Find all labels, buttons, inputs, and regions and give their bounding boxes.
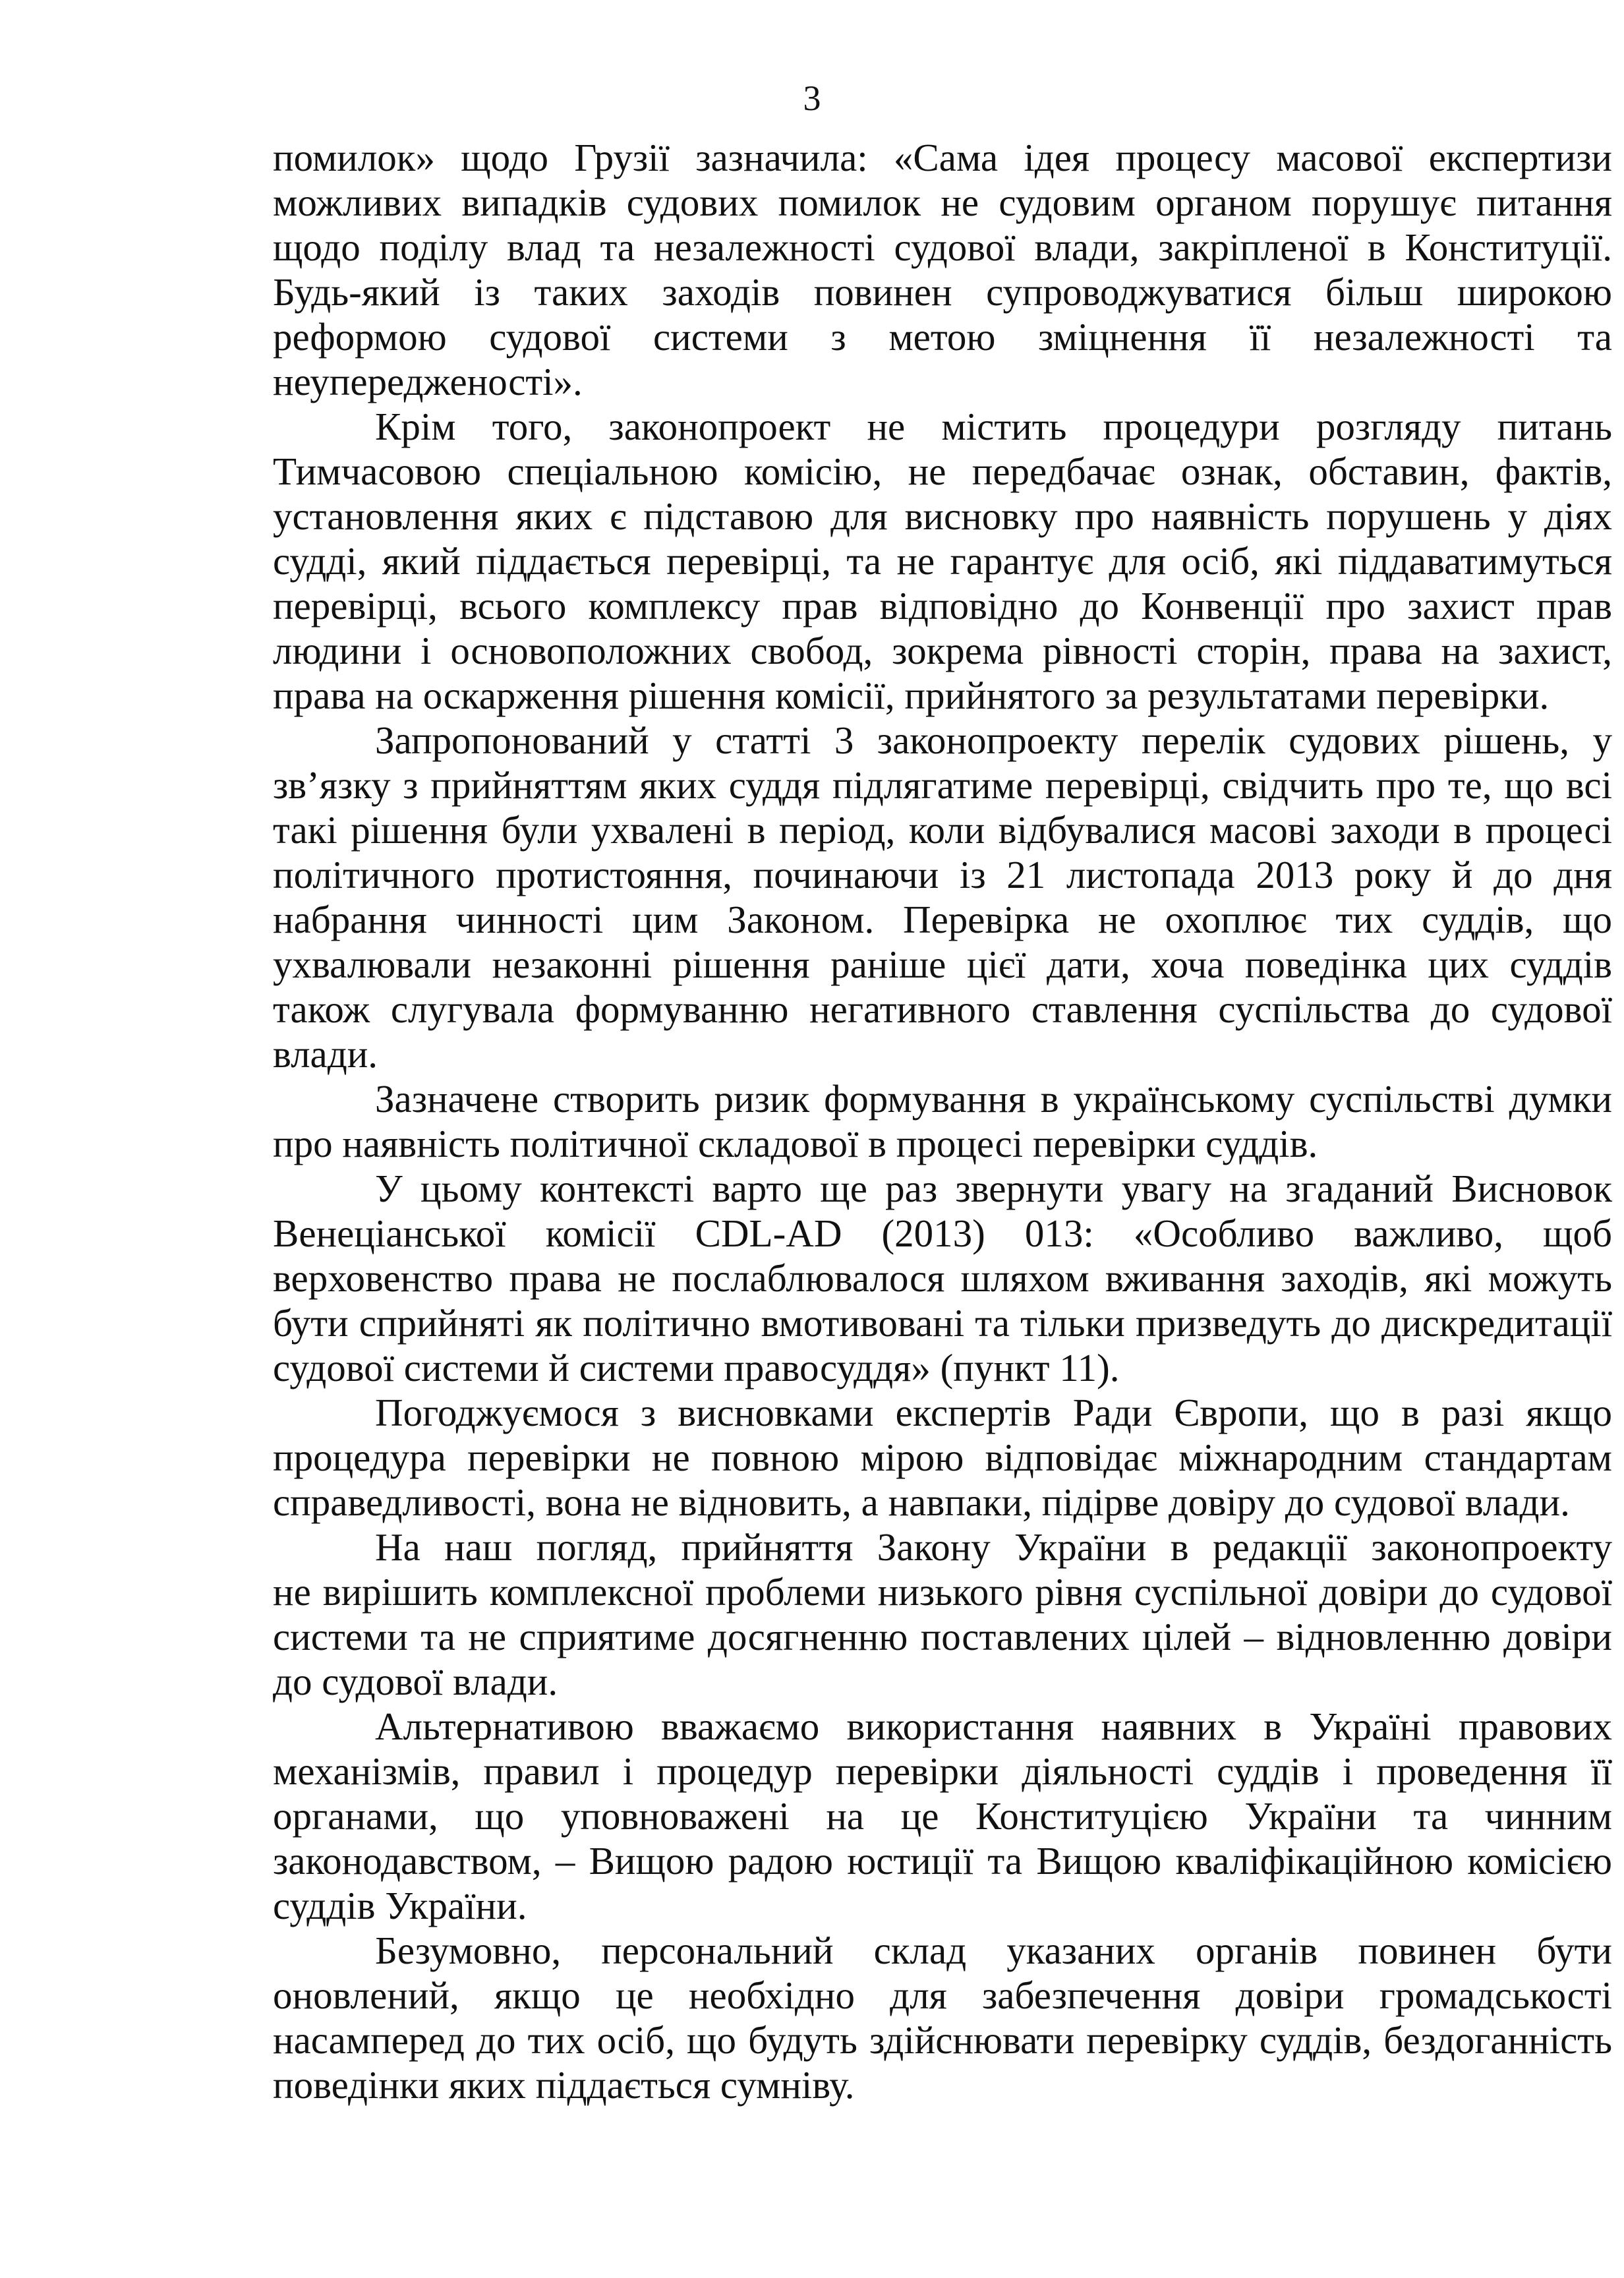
paragraph: [273, 718, 1612, 1076]
text-line: На наш погляд, прийняття Закону України в редакції законопроекту: [375, 1525, 1612, 1569]
paragraph: [273, 404, 1612, 718]
text-line: насамперед до тих осіб, що будуть здійснювати перевірку суддів, бездоганність: [273, 2018, 1612, 2062]
text-line: верховенство права не послаблювалося шляхом вживання заходів, які можуть: [273, 1256, 1612, 1300]
text-line: поведінки яких піддається сумніву.: [273, 2063, 855, 2107]
text-line: також слугувала формуванню негативного ставлення суспільства до судової: [273, 987, 1612, 1031]
paragraph: [273, 1525, 1612, 1704]
text-line: Безумовно, персональний склад указаних органів повинен бути: [375, 1929, 1612, 1972]
text-line: перевірці, всього комплексу прав відповідно до Конвенції про захист прав: [273, 584, 1612, 628]
text-line: судді, який піддається перевірці, та не гарантує для осіб, які піддаватимуться: [273, 539, 1612, 583]
paragraph: [273, 1076, 1612, 1166]
text-line: судової системи й системи правосуддя» (пункт 11).: [273, 1346, 1120, 1389]
text-line: зв’язку з прийняттям яких суддя підлягатиме перевірці, свідчить про те, що всі: [273, 763, 1612, 807]
text-line: Альтернативою вважаємо використання наявних в Україні правових: [375, 1705, 1612, 1748]
text-line: процедура перевірки не повною мірою відповідає міжнародним стандартам: [273, 1436, 1612, 1479]
paragraph: [273, 1166, 1612, 1390]
text-line: про наявність політичної складової в процесі перевірки суддів.: [273, 1122, 1318, 1165]
text-line: людини і основоположних свобод, зокрема рівності сторін, права на захист,: [273, 629, 1612, 672]
text-line: У цьому контексті варто ще раз звернути увагу на згаданий Висновок: [375, 1167, 1612, 1210]
text-line: не вирішить комплексної проблеми низького рівня суспільної довіри до судової: [273, 1570, 1612, 1614]
paragraph: [273, 1704, 1612, 1928]
text-line: до судової влади.: [273, 1660, 558, 1703]
text-line: Запропонований у статті 3 законопроекту перелік судових рішень, у: [375, 718, 1612, 762]
text-line: права на оскарження рішення комісії, прийнятого за результатами перевірки.: [273, 674, 1550, 717]
paragraph: [273, 1928, 1612, 2107]
text-line: Крім того, законопроект не містить процедури розгляду питань: [375, 405, 1612, 448]
text-line: щодо поділу влад та незалежності судової влади, закріпленої в Конституції.: [273, 225, 1612, 269]
text-line: Тимчасовою спеціальною комісію, не передбачає ознак, обставин, фактів,: [273, 450, 1612, 493]
text-line: можливих випадків судових помилок не судовим органом порушує питання: [273, 181, 1612, 224]
text-line: механізмів, правил і процедур перевірки діяльності суддів і проведення її: [273, 1749, 1612, 1793]
text-line: оновлений, якщо це необхідно для забезпечення довіри громадськості: [273, 1973, 1612, 2017]
text-line: установлення яких є підставою для висновку про наявність порушень у діях: [273, 494, 1612, 538]
text-line: справедливості, вона не відновить, а навпаки, підірве довіру до судової влади.: [273, 1480, 1570, 1524]
page-number: 3: [803, 78, 821, 118]
text-line: законодавством, – Вищою радою юстиції та Вищою кваліфікаційною комісією: [273, 1839, 1612, 1883]
text-line: Венеціанської комісії CDL-AD (2013) 013: «Особливо важливо, щоб: [273, 1212, 1612, 1255]
text-line: суддів України.: [273, 1884, 527, 1927]
text-line: бути сприйняті як політично вмотивовані та тільки призведуть до дискредитації: [273, 1301, 1612, 1345]
document-body: [273, 135, 1612, 2107]
text-line: політичного протистояння, починаючи із 21 листопада 2013 року й до дня: [273, 853, 1612, 896]
text-line: Погоджуємося з висновками експертів Ради Європи, що в разі якщо: [375, 1391, 1612, 1434]
text-line: Зазначене створить ризик формування в українському суспільстві думки: [375, 1077, 1612, 1121]
text-line: Будь-який із таких заходів повинен супроводжуватися більш широкою: [273, 270, 1612, 314]
text-line: помилок» щодо Грузії зазначила: «Сама ідея процесу масової експертизи: [273, 136, 1612, 179]
text-line: влади.: [273, 1032, 378, 1076]
text-line: такі рішення були ухвалені в період, коли відбувалися масові заходи в процесі: [273, 808, 1612, 852]
text-line: органами, що уповноважені на це Конституцією України та чинним: [273, 1794, 1612, 1838]
text-line: набрання чинності цим Законом. Перевірка не охоплює тих суддів, що: [273, 898, 1612, 941]
text-line: системи та не сприятиме досягненню поставлених цілей – відновленню довіри: [273, 1615, 1612, 1658]
text-line: реформою судової системи з метою зміцнення її незалежності та: [273, 315, 1612, 359]
paragraph: [273, 1390, 1612, 1525]
text-line: ухвалювали незаконні рішення раніше цієї дати, хоча поведінка цих суддів: [273, 943, 1612, 986]
text-line: неупередженості».: [273, 360, 583, 403]
paragraph: [273, 135, 1612, 404]
